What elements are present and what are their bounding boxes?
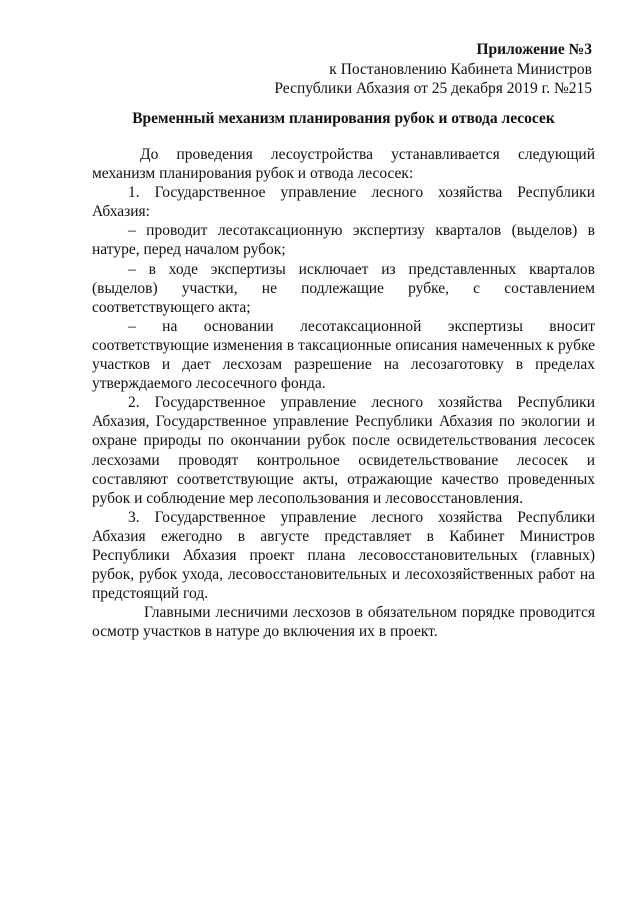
header-line-2: Республики Абхазия от 25 декабря 2019 г. №215: [274, 80, 592, 97]
paragraph-item-1: 1. Государственное управление лесного хозяйства Республики Абхазия:: [92, 184, 595, 221]
paragraph-closing: Главными лесничими лесхозов в обязательном порядке проводится осмотр участков в натуре до включения их в проект.: [92, 604, 595, 641]
paragraph-item-1-point-a: – проводит лесотаксационную экспертизу кварталов (выделов) в натуре, перед началом рубок;: [92, 222, 595, 259]
paragraph-item-1-point-b: – в ходе экспертизы исключает из представленных кварталов (выделов) участки, не подлежащие рубке, с составлением соответствующего акта;: [92, 260, 595, 316]
appendix-label: Приложение №3: [476, 41, 592, 58]
document-title: Временный механизм планирования рубок и отвода лесосек: [132, 110, 555, 127]
paragraph-item-2: 2. Государственное управление лесного хозяйства Республики Абхазия, Государственное управление Республики Абхазия по экологии и охране природы по окончании рубок после освидетельствования лесосек лесхозами проводят контрольное освидетельствование лесосек и составляют соответствующие акты, отражающие качество проведенных рубок и соблюдение мер лесопользования и лесовосстановления.: [92, 394, 595, 507]
paragraph-intro: До проведения лесоустройства устанавливается следующий механизм планирования рубок и отвода лесосек:: [92, 146, 595, 183]
header-line-1: к Постановлению Кабинета Министров: [329, 60, 592, 78]
appendix-header: [172, 40, 592, 99]
document-body: [92, 145, 595, 641]
paragraph-item-3: 3. Государственное управление лесного хозяйства Республики Абхазия ежегодно в августе представляет в Кабинет Министров Республики Абхазия проект плана лесовосстановительных (главных) рубок, рубок ухода, лесовосстановительных и лесохозяйственных работ на предстоящий год.: [92, 508, 595, 603]
paragraph-item-1-point-c: – на основании лесотаксационной экспертизы вносит соответствующие изменения в таксационные описания намеченных к рубке участков и дает лесхозам разрешение на лесозаготовку в пределах утверждаемого лесосечного фонда.: [92, 317, 595, 393]
